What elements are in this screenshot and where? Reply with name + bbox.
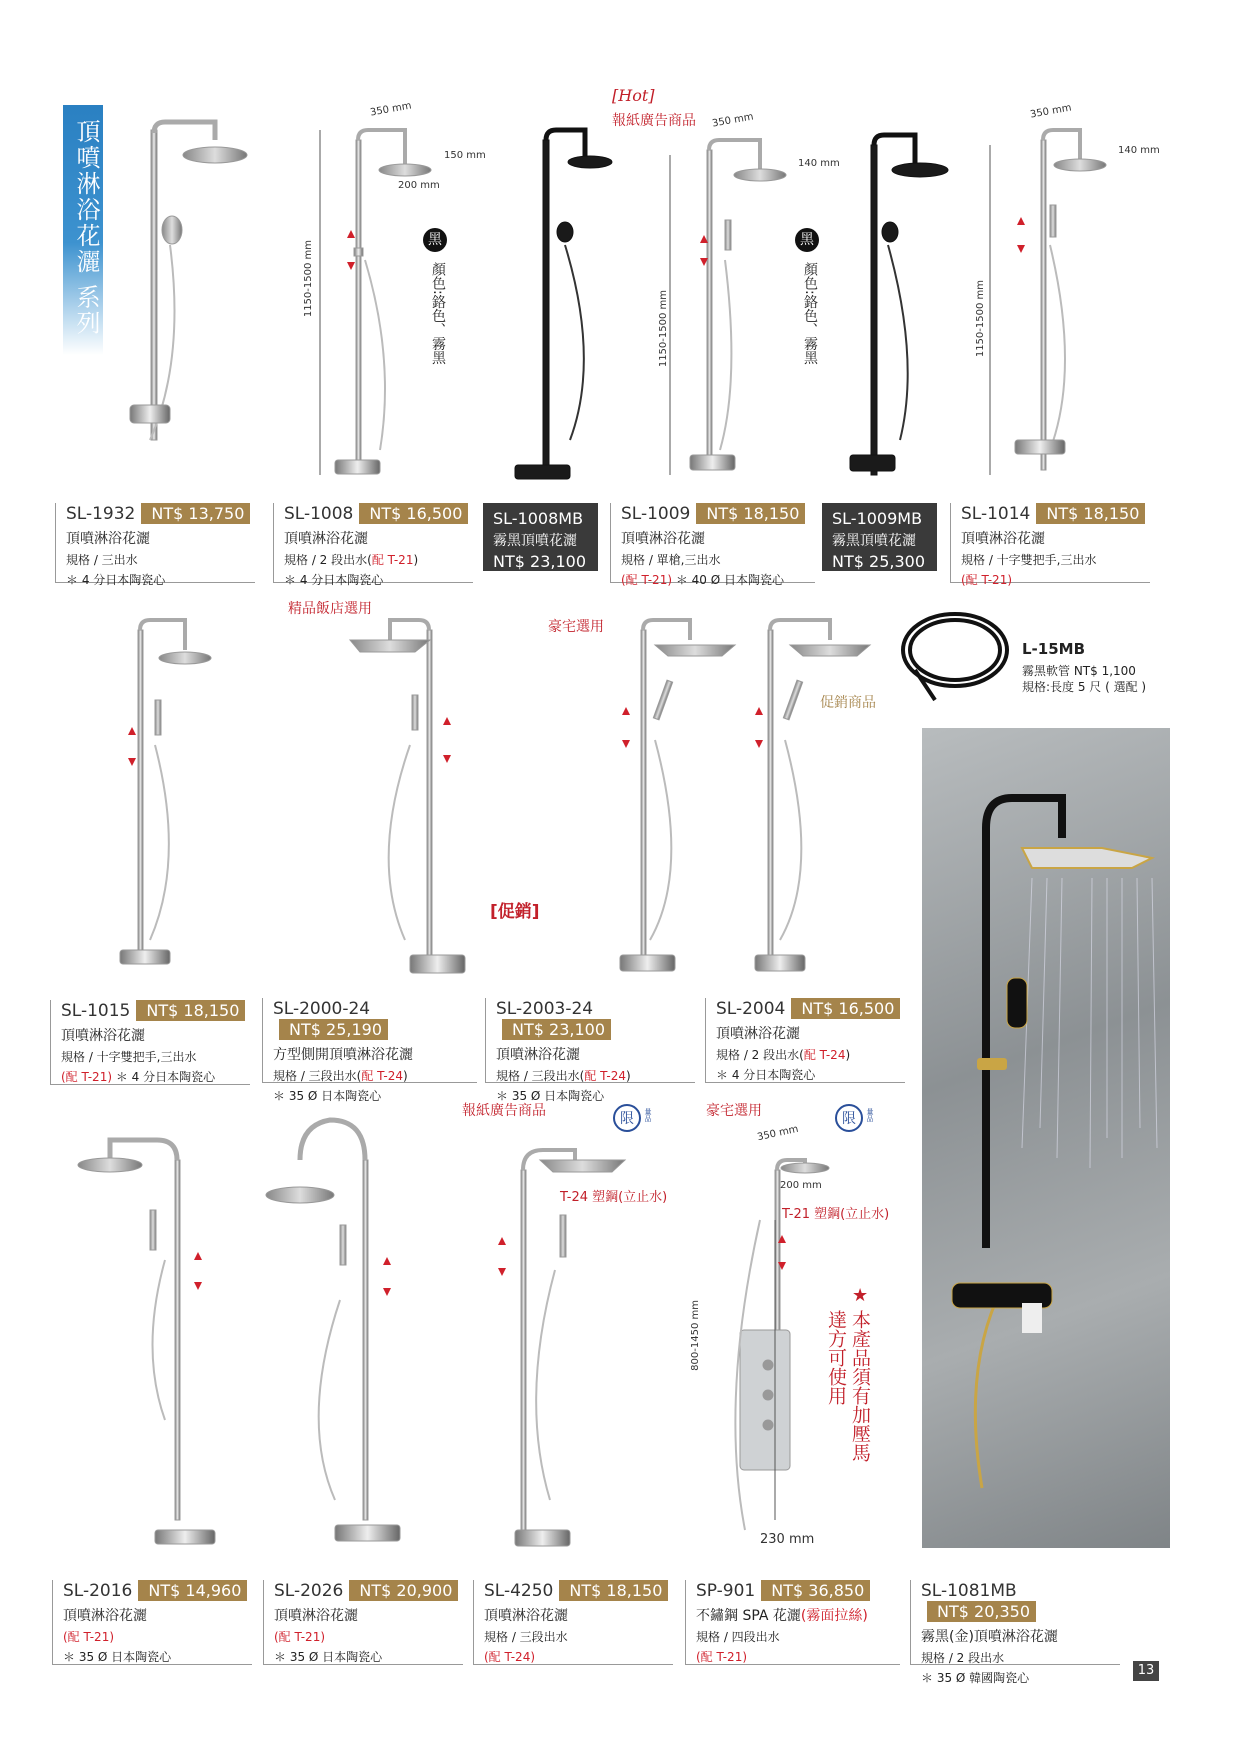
page-number: 13 xyxy=(1133,1661,1159,1681)
dim-140-b: 140 mm xyxy=(1118,145,1160,156)
product-spec: 規格 / 單槍,三出水 xyxy=(621,553,721,567)
product-spec-2: ＊ 4 分日本陶瓷心 xyxy=(66,573,166,587)
product-spec-2: (配 T-21) xyxy=(961,573,1013,587)
shower-sl-2000-24 xyxy=(350,620,465,973)
product-code: SP-901 xyxy=(696,1580,756,1601)
shower-sl-2003-24 xyxy=(620,620,735,971)
product-code: SL-1932 xyxy=(66,503,136,524)
product-spec: 規格 / 十字雙把手,三出水 xyxy=(961,553,1097,567)
t24-note: T-24 塑鋼(立止水) xyxy=(560,1190,668,1205)
product-name: 霧黑頂噴花灑 xyxy=(832,533,916,549)
hot-label: Hot xyxy=(618,86,649,105)
product-price: NT$ 20,900 xyxy=(349,1580,458,1601)
product-spec-2: (配 T-24) xyxy=(484,1650,536,1664)
product-name: 頂噴淋浴花灑 xyxy=(66,531,150,547)
product-price: NT$ 23,100 xyxy=(493,552,586,571)
product-code: SL-2026 xyxy=(274,1580,344,1601)
product-spec: 規格 / 三段出水(配 T-24) xyxy=(273,1068,408,1083)
t21-note: T-21 塑鋼(立止水) xyxy=(782,1207,890,1222)
product-spec: (配 T-21) xyxy=(63,1630,115,1644)
product-price: NT$ 14,960 xyxy=(138,1580,247,1601)
product-sl-2016 xyxy=(52,1580,252,1665)
product-spec: 規格 / 四段出水 xyxy=(696,1630,780,1644)
limited-sub-1: 量品 xyxy=(644,1108,652,1122)
dim-200-a: 200 mm xyxy=(398,180,440,191)
dim-200-b: 200 mm xyxy=(780,1180,822,1191)
product-sl-2003-24 xyxy=(485,998,695,1103)
dim-350-a: 350 mm xyxy=(369,100,413,119)
product-sp-901 xyxy=(685,1580,900,1665)
product-spec: 規格 / 2 段出水 xyxy=(921,1650,1005,1665)
product-spec-2: ＊ 35 Ø 韓國陶瓷心 xyxy=(921,1670,1030,1685)
dim-150: 150 mm xyxy=(444,150,486,161)
product-spec-2: ＊ 35 Ø 日本陶瓷心 xyxy=(63,1650,172,1664)
product-spec: 規格 / 三段出水(配 T-24) xyxy=(496,1068,631,1083)
product-spec-2: (配 T-21) ＊ 4 分日本陶瓷心 xyxy=(61,1070,216,1084)
product-code: SL-2016 xyxy=(63,1580,133,1601)
product-name: 方型側開頂噴淋浴花灑 xyxy=(273,1046,413,1063)
hose-l-15mb xyxy=(903,614,1007,700)
product-code: SL-2003-24 xyxy=(496,998,594,1019)
product-name: 頂噴淋浴花灑 xyxy=(484,1608,568,1624)
product-code: SL-2000-24 xyxy=(273,998,371,1019)
shower-sl-1015 xyxy=(120,620,211,964)
promo-item-tag: 促銷商品 xyxy=(820,695,876,711)
product-price: NT$ 36,850 xyxy=(761,1580,870,1601)
product-sl-2000-24 xyxy=(262,998,477,1103)
product-name: 霧黑頂噴花灑 xyxy=(493,533,577,549)
product-code: SL-2004 xyxy=(716,998,786,1019)
shower-sl-4250 xyxy=(515,1150,625,1546)
product-sl-1015 xyxy=(50,1000,250,1085)
dim-350-d: 350 mm xyxy=(756,1123,800,1144)
product-price: NT$ 18,150 xyxy=(136,1000,245,1021)
hose-line2: 規格:長度 5 尺 ( 選配 ) xyxy=(1022,680,1147,694)
hot-badge: [Hot] xyxy=(612,86,655,105)
product-price: NT$ 20,350 xyxy=(927,1601,1036,1622)
shower-sl-2016 xyxy=(78,1140,215,1544)
product-spec: 規格 / 2 段出水(配 T-21) xyxy=(284,553,419,567)
black-option-icon: 黑 xyxy=(423,228,447,252)
product-code: SL-1081MB xyxy=(921,1580,1017,1601)
product-name: 頂噴淋浴花灑 xyxy=(496,1046,580,1063)
product-spec-2: ＊ 4 分日本陶瓷心 xyxy=(284,573,384,587)
product-sl-1932 xyxy=(55,503,255,587)
product-spec-2: ＊ 4 分日本陶瓷心 xyxy=(716,1068,816,1082)
product-name: 頂噴淋浴花灑 xyxy=(63,1608,147,1624)
product-price: NT$ 25,300 xyxy=(832,552,925,571)
product-spec-2: (配 T-21) ＊ 40 Ø 日本陶瓷心 xyxy=(621,573,785,587)
shower-sl-1009mb xyxy=(850,135,948,475)
dim-1150-a: 1150-1500 mm xyxy=(303,240,314,318)
dimension-lines xyxy=(320,130,990,1520)
luxury-home-tag-2: 豪宅選用 xyxy=(706,1103,762,1119)
height-arrows xyxy=(128,217,1025,1296)
product-price: NT$ 25,190 xyxy=(279,1019,388,1040)
product-name: 頂噴淋浴花灑 xyxy=(716,1026,800,1042)
product-name: 頂噴淋浴花灑 xyxy=(274,1608,358,1624)
product-spec: 規格 / 三出水 xyxy=(66,553,138,567)
dim-350-b: 350 mm xyxy=(711,111,755,130)
hose-code: L-15MB xyxy=(1022,640,1086,658)
dim-1150-b: 1150-1500 mm xyxy=(658,290,669,368)
color-note-2: 顏色:鉻色、霧黑 xyxy=(802,262,818,365)
series-title: 頂噴淋浴花灑 系列 xyxy=(72,119,100,337)
product-code: SL-1008 xyxy=(284,503,354,524)
star-icon: ★ xyxy=(852,1285,869,1306)
product-name: 頂噴淋浴花灑 xyxy=(61,1028,145,1044)
limited-sub-2: 量品 xyxy=(866,1108,874,1122)
product-price: NT$ 18,150 xyxy=(559,1580,668,1601)
product-spec: (配 T-21) xyxy=(274,1630,326,1644)
product-spec: 規格 / 三段出水 xyxy=(484,1630,568,1644)
black-option-icon-2: 黑 xyxy=(795,228,819,252)
product-price: NT$ 18,150 xyxy=(1036,503,1145,524)
product-name: 頂噴淋浴花灑 xyxy=(284,531,368,547)
product-sl-1009 xyxy=(610,503,815,587)
product-sl-1081mb xyxy=(910,1580,1120,1685)
photo-illustration xyxy=(922,728,1170,1548)
luxury-home-tag-1: 豪宅選用 xyxy=(548,619,604,635)
product-spec: 規格 / 2 段出水(配 T-24) xyxy=(716,1048,851,1062)
product-code: SL-4250 xyxy=(484,1580,554,1601)
shower-sl-1008mb xyxy=(515,130,612,479)
boutique-hotel-tag: 精品飯店選用 xyxy=(288,601,372,617)
product-sl-1008mb xyxy=(483,503,598,571)
product-name: 霧黑(金)頂噴淋浴花灑 xyxy=(921,1628,1058,1645)
product-sl-1009mb xyxy=(822,503,937,571)
product-name: 頂噴淋浴花灑 xyxy=(961,531,1045,547)
newspaper-ad-tag-1: 報紙廣告商品 xyxy=(612,113,696,129)
product-code: SL-1008MB xyxy=(493,509,584,528)
color-note-1: 顏色:鉻色、霧黑 xyxy=(430,262,446,365)
product-name: 頂噴淋浴花灑 xyxy=(621,531,705,547)
product-spec-2: ＊ 35 Ø 日本陶瓷心 xyxy=(273,1088,382,1103)
product-code: SL-1014 xyxy=(961,503,1031,524)
product-sl-4250 xyxy=(473,1580,673,1665)
shower-sl-2004 xyxy=(755,620,870,971)
product-price: NT$ 16,500 xyxy=(791,998,900,1019)
shower-sl-1009 xyxy=(690,140,786,470)
product-spec-2: ＊ 35 Ø 日本陶瓷心 xyxy=(496,1088,605,1103)
product-sl-2004 xyxy=(705,998,905,1083)
product-sl-2026 xyxy=(263,1580,463,1665)
dim-350-c: 350 mm xyxy=(1029,102,1073,121)
product-sl-1014 xyxy=(950,503,1150,587)
product-code: SL-1009 xyxy=(621,503,691,524)
product-price: NT$ 23,100 xyxy=(502,1019,611,1040)
product-price: NT$ 16,500 xyxy=(359,503,468,524)
dim-140-a: 140 mm xyxy=(798,158,840,169)
dim-800: 800-1450 mm xyxy=(690,1300,701,1371)
hose-line1: 霧黑軟管 NT$ 1,100 xyxy=(1022,664,1136,678)
shower-sl-1014 xyxy=(1015,130,1106,470)
limited-badge-2: 限 xyxy=(835,1104,863,1132)
product-spec: 規格 / 十字雙把手,三出水 xyxy=(61,1050,197,1064)
product-code: SL-1015 xyxy=(61,1000,131,1021)
product-price: NT$ 13,750 xyxy=(141,503,250,524)
product-photo-sl-1081mb xyxy=(922,728,1170,1548)
shower-sl-1932 xyxy=(130,122,247,440)
product-spec-2: (配 T-21) xyxy=(696,1650,748,1664)
newspaper-ad-tag-2: 報紙廣告商品 xyxy=(462,1103,546,1119)
product-spec-2: ＊ 35 Ø 日本陶瓷心 xyxy=(274,1650,383,1664)
product-price: NT$ 18,150 xyxy=(696,503,805,524)
dim-1150-c: 1150-1500 mm xyxy=(975,280,986,358)
product-sl-1008 xyxy=(273,503,473,587)
product-name: 不鏽鋼 SPA 花灑(霧面拉絲) xyxy=(696,1608,868,1624)
product-code: SL-1009MB xyxy=(832,509,923,528)
limited-badge-1: 限 xyxy=(613,1104,641,1132)
promo-sale-tag: [促銷] xyxy=(490,902,540,922)
pump-note: 本產品須有加壓馬達方可使用 xyxy=(825,1310,871,1462)
shower-sl-2026 xyxy=(266,1120,400,1541)
dim-230: 230 mm xyxy=(760,1532,815,1547)
